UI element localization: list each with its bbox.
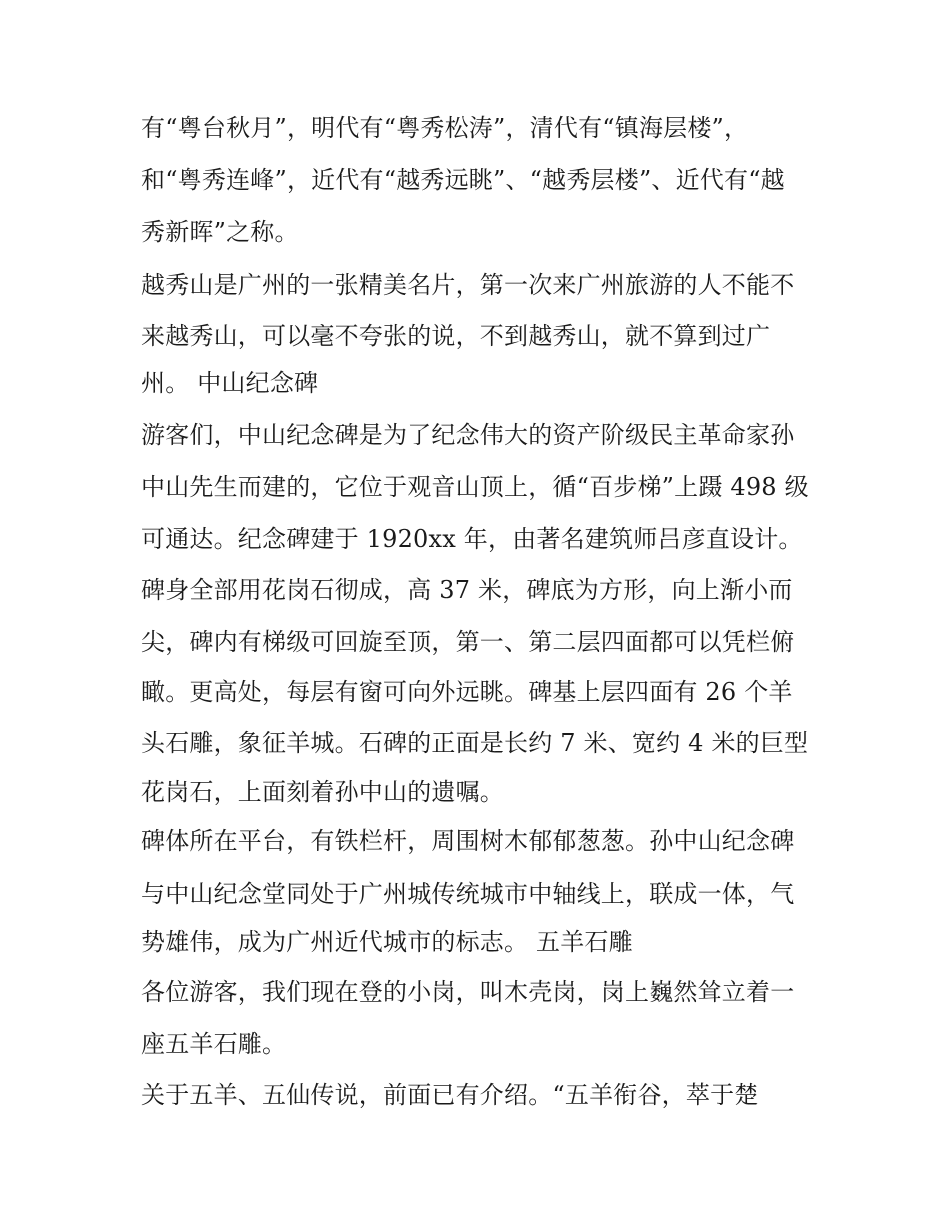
- text-line: 各位游客，我们现在登的小岗，叫木壳岗，岗上巍然耸立着一: [141, 978, 795, 1006]
- text-line: 与中山纪念堂同处于广州城传统城市中轴线上，联成一体，气: [141, 880, 795, 908]
- text-line: 座五羊石雕。: [141, 1030, 287, 1058]
- text-line: 势雄伟，成为广州近代城市的标志。 五羊石雕: [141, 928, 633, 956]
- text-line: 花岗石，上面刻着孙中山的遗嘱。: [141, 778, 504, 806]
- text-line: 尖，碑内有梯级可回旋至顶，第一、第二层四面都可以凭栏俯: [141, 628, 795, 656]
- text-line: 秀新晖”之称。: [141, 218, 299, 246]
- text-line: 可通达。纪念碑建于 1920xx 年，由著名建筑师吕彦直设计。: [141, 525, 803, 553]
- text-line: 碑身全部用花岗石彻成，高 37 米，碑底为方形，向上渐小而: [141, 576, 793, 604]
- text-line: 碑体所在平台，有铁栏杆，周围树木郁郁葱葱。孙中山纪念碑: [141, 827, 795, 855]
- text-line: 来越秀山，可以毫不夸张的说，不到越秀山，就不算到过广: [141, 322, 771, 350]
- text-line: 瞰。更高处，每层有窗可向外远眺。碑基上层四面有 26 个羊: [141, 678, 793, 706]
- text-line: 州。 中山纪念碑: [141, 369, 319, 397]
- text-line: 关于五羊、五仙传说，前面已有介绍。“五羊衔谷，萃于楚: [141, 1081, 759, 1109]
- text-line: 和“粤秀连峰”，近代有“越秀远眺”、“越秀层楼”、近代有“越: [141, 166, 785, 194]
- text-line: 有“粤台秋月”，明代有“粤秀松涛”，清代有“镇海层楼”，: [141, 114, 749, 142]
- text-line: 越秀山是广州的一张精美名片，第一次来广州旅游的人不能不: [141, 271, 795, 299]
- text-line: 中山先生而建的，它位于观音山顶上，循“百步梯”上蹑 498 级: [141, 473, 809, 501]
- text-line: 游客们，中山纪念碑是为了纪念伟大的资产阶级民主革命家孙: [141, 421, 795, 449]
- text-line: 头石雕，象征羊城。石碑的正面是长约 7 米、宽约 4 米的巨型: [141, 729, 809, 757]
